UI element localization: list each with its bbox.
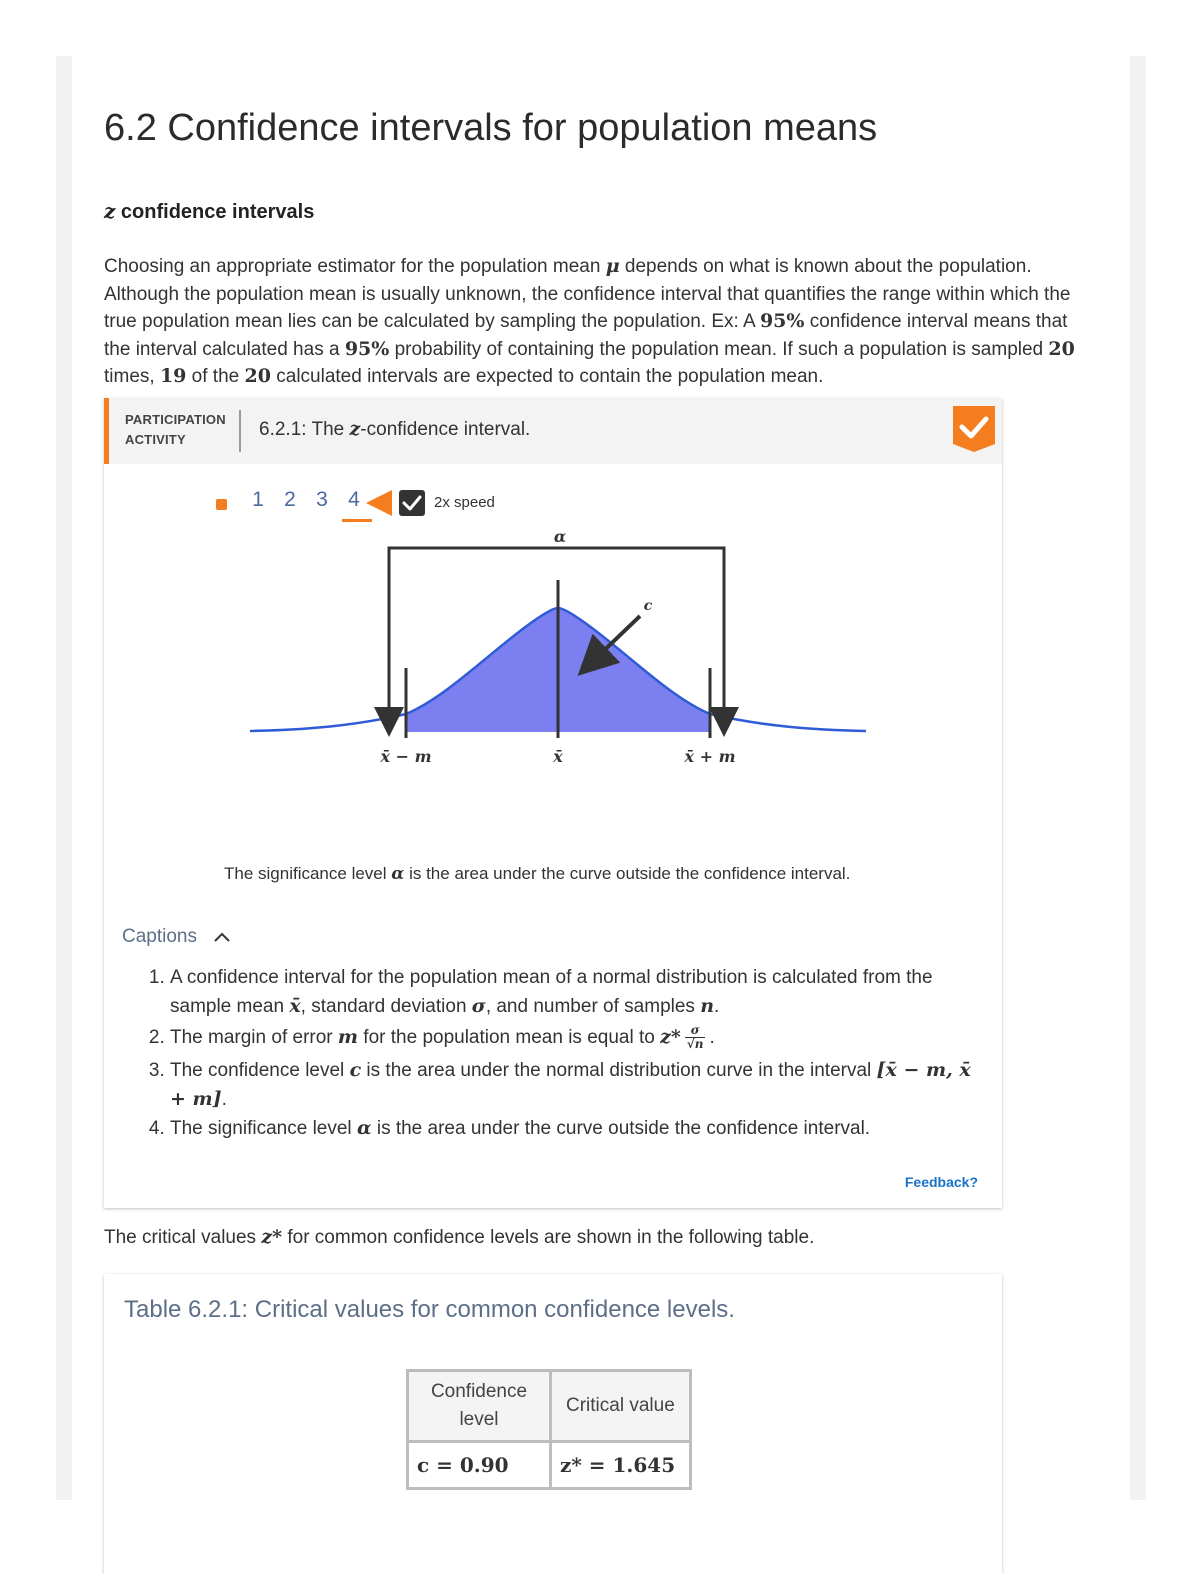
section-heading-text: confidence intervals [120, 201, 315, 223]
captions-list [126, 964, 990, 1143]
caption-item-2 [170, 1023, 990, 1052]
right-gutter [1130, 56, 1146, 1500]
captions-label: Captions [122, 926, 197, 947]
number-20-a: 20 [1048, 337, 1075, 360]
intro-text-2: depends on what is known about the population. Although the population mean is usually unknown, the confidence interval that quantifies the range within which the true population mean lies can be calculated by sampling the population. Ex: A [104, 256, 1071, 332]
table-header-row [408, 1371, 691, 1442]
caption-2-zstar: z* [660, 1026, 681, 1048]
activity-header [104, 398, 1002, 464]
speed-checkbox[interactable] [398, 489, 426, 517]
section-symbol: z [104, 199, 116, 223]
cell-confidence-level: c = 0.90 [408, 1442, 551, 1489]
activity-type-line1: PARTICIPATION [125, 412, 226, 427]
step-4-button[interactable]: 4 [348, 488, 360, 511]
table-intro-after: for common confidence levels are shown in the following table. [282, 1227, 815, 1248]
frac-numerator: σ [685, 1024, 706, 1038]
caption-1-text-b: , standard deviation [300, 996, 472, 1017]
caption-item-3 [170, 1056, 990, 1114]
normal-distribution-figure [104, 528, 1002, 798]
anim-caption-before: The significance level [224, 864, 392, 883]
alpha-label: α [553, 528, 567, 546]
sigma-over-root-n [685, 1024, 706, 1051]
activity-title-symbol: z [349, 418, 361, 440]
caption-item-1 [170, 964, 990, 1021]
caption-3-text-a: The confidence level [170, 1060, 350, 1081]
caption-3-text-b: is the area under the normal distribution curve in the interval [361, 1060, 877, 1081]
caption-1-text-c: , and number of samples [485, 996, 701, 1017]
table-intro [104, 1226, 1094, 1249]
caption-4-alpha: α [356, 1117, 372, 1139]
back-arrow-icon[interactable] [366, 490, 392, 516]
intro-text-7: calculated intervals are expected to contain the population mean. [270, 366, 824, 387]
caption-1-n: n [700, 995, 715, 1017]
activity-title-suffix: -confidence interval. [360, 419, 531, 440]
start-button[interactable] [216, 499, 227, 510]
c-label: c [643, 598, 653, 614]
caption-1-text-d: . [714, 996, 720, 1017]
anim-caption-after: is the area under the curve outside the confidence interval. [404, 864, 851, 883]
caption-2-text-b: for the population mean is equal to [358, 1027, 661, 1048]
caption-4-text-b: is the area under the curve outside the confidence interval. [371, 1118, 871, 1139]
intro-text-1: Choosing an appropriate estimator for the population mean [104, 256, 606, 277]
header-critical-value: Critical value [551, 1371, 691, 1442]
page-title: 6.2 Confidence intervals for population means [104, 107, 878, 149]
section-heading [104, 198, 1104, 225]
header-confidence-level: Confidence level [408, 1371, 551, 1442]
step-3-button[interactable]: 3 [316, 488, 328, 511]
left-bound-label: x̄ − m [380, 747, 432, 766]
intro-text-3: confidence interval means that the interval calculated has a [104, 311, 1068, 360]
participation-activity [104, 398, 1002, 1208]
table-intro-zstar: z* [261, 1226, 283, 1248]
activity-title [259, 418, 530, 441]
table-panel [104, 1274, 1002, 1574]
caption-3-interval: [x̄ − m, x̄ + m] [170, 1059, 971, 1110]
captions-toggle[interactable] [122, 926, 232, 948]
speed-label: 2x speed [434, 494, 495, 511]
critical-values-table [406, 1369, 692, 1490]
mean-label: x̄ [553, 747, 563, 766]
caption-4-text-a: The significance level [170, 1118, 357, 1139]
caption-2-text-a: The margin of error [170, 1027, 338, 1048]
percent-95-a: 95% [759, 310, 805, 332]
check-badge-icon [953, 406, 995, 452]
caption-2-m: m [337, 1026, 359, 1048]
number-19: 19 [159, 365, 187, 387]
cell-critical-value: z* = 1.645 [551, 1442, 691, 1489]
caption-2-text-c: . [709, 1027, 715, 1048]
table-row [408, 1442, 691, 1489]
left-gutter [56, 56, 72, 1500]
table-intro-before: The critical values [104, 1227, 262, 1248]
header-divider [239, 410, 241, 452]
activity-type-label [125, 410, 226, 450]
number-20-b: 20 [244, 365, 271, 387]
activity-type-line2: ACTIVITY [125, 432, 186, 447]
intro-paragraph [104, 253, 1094, 391]
caption-3-text-c: . [221, 1089, 227, 1110]
intro-text-4: probability of containing the population mean. If such a population is sampled [389, 338, 1049, 360]
animation-caption [224, 864, 850, 884]
step-2-button[interactable]: 2 [284, 488, 296, 511]
caption-1-sigma: σ [471, 995, 486, 1017]
mu-symbol: μ [605, 255, 620, 277]
caption-3-c: c [349, 1059, 362, 1081]
anim-caption-symbol: α [391, 864, 405, 884]
current-step-indicator [342, 519, 372, 522]
chevron-up-icon [212, 930, 232, 944]
frac-denominator: √n [686, 1037, 704, 1052]
intro-text-5: times, [104, 366, 160, 387]
caption-1-text-a: A confidence interval for the population mean of a normal distribution is calculated from the sample mean [170, 967, 933, 1017]
step-1-button[interactable]: 1 [252, 488, 264, 511]
animation-controls [216, 486, 636, 526]
caption-item-4 [170, 1114, 990, 1143]
caption-1-xbar: x̄ [289, 995, 301, 1017]
right-bound-label: x̄ + m [684, 747, 736, 766]
table-caption: Table 6.2.1: Critical values for common confidence levels. [124, 1296, 735, 1323]
main-content [104, 100, 1104, 391]
feedback-link[interactable]: Feedback? [904, 1174, 978, 1190]
activity-title-prefix: 6.2.1: The [259, 419, 350, 440]
percent-95-b: 95% [344, 337, 390, 360]
intro-text-6: of the [186, 366, 245, 387]
